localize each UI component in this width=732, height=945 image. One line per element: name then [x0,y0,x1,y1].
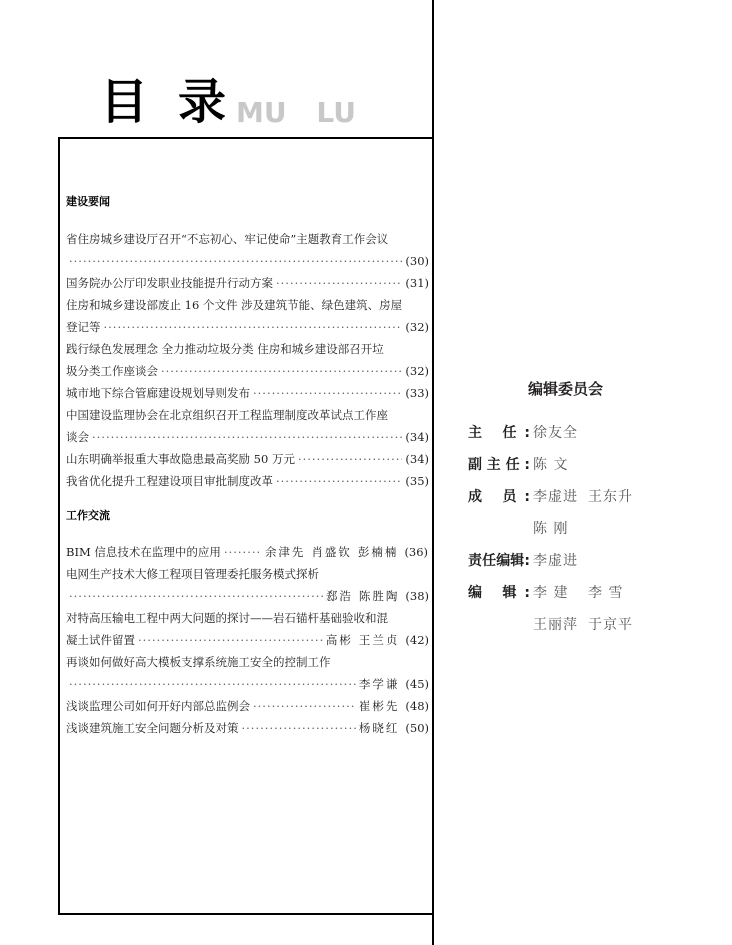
toc-entry-title: 谈会 [66,430,89,444]
toc-entry-title: BIM 信息技术在监理中的应用 [66,545,221,559]
leader-dots [298,448,402,470]
leader-dots [161,360,402,382]
toc-entry-page: (35) [405,474,429,488]
toc-entry-line [66,607,429,629]
toc-entry-line [66,272,429,294]
leader-dots [104,316,403,338]
toc-entry-page: (33) [405,386,429,400]
toc-entry[interactable] [66,470,429,492]
toc-entry[interactable] [66,272,429,294]
toc-entry-author: 高彬 [325,633,353,647]
toc-entry-page: (30) [405,254,429,268]
toc-entry-page: (34) [405,430,429,444]
toc-entry[interactable] [66,338,429,382]
leader-dots [276,470,402,492]
toc-entry-line [66,404,429,426]
toc-entry-author: 郄浩 [325,589,353,603]
leader-dots [69,585,323,607]
page-title: 目录 [100,74,257,130]
toc-entry-page: (31) [405,276,429,290]
person-name: 李 雪 [588,585,624,601]
vertical-divider [432,0,434,945]
toc-entry[interactable] [66,294,429,338]
leader-dots [69,673,356,695]
role-label: 责任编辑: [468,553,530,569]
toc-entry-page: (32) [405,364,429,378]
toc-entry-title: 浅谈建筑施工安全问题分析及对策 [66,721,239,735]
toc-entry-line [66,563,429,585]
toc-entry[interactable] [66,541,429,563]
toc-entry-author: 崔彬先 [358,699,400,713]
toc-entry-title: 我省优化提升工程建设项目审批制度改革 [66,474,273,488]
toc-entry[interactable] [66,607,429,651]
toc-entry-author: 李学谦 [358,677,400,691]
toc-section-heading: 工作交流 [66,509,110,522]
leader-dots [242,717,356,739]
toc-entry-line [66,629,429,651]
leader-dots [92,426,402,448]
toc-entry[interactable] [66,404,429,448]
editorial-board-title: 编辑委员会 [528,380,604,398]
toc-entry-line [66,426,429,448]
toc-entry-title: 省住房城乡建设厅召开“不忘初心、牢记使命”主题教育工作会议 [66,232,389,246]
leader-dots [224,541,262,563]
leader-dots [276,272,402,294]
person-name: 徐友全 [533,425,578,441]
role-members [468,486,530,508]
toc-entry[interactable] [66,382,429,404]
toc-entry-title: 再谈如何做好高大模板支撑系统施工安全的控制工作 [66,655,331,669]
toc-entry-title: 圾分类工作座谈会 [66,364,158,378]
toc-entry[interactable] [66,563,429,607]
toc-entry-author: 彭楠楠 [357,545,399,559]
toc-entry-line [66,651,429,673]
toc-entry-title: 山东明确举报重大事故隐患最高奖励 50 万元 [66,452,295,466]
toc-entry-title: 国务院办公厅印发职业技能提升行动方案 [66,276,273,290]
toc-entry-line [66,717,429,739]
toc-entry-line [66,294,429,316]
leader-dots [138,629,323,651]
person-name: 陈 刚 [533,521,569,537]
toc-entry-title: 浅谈监理公司如何开好内部总监例会 [66,699,250,713]
toc-entry-page: (45) [405,677,429,691]
toc-entry-author: 陈胜陶 [358,589,400,603]
person-name: 李虚进 [533,553,578,569]
toc-entry-author: 肖盛钦 [311,545,352,559]
toc-entry-line [66,695,429,717]
toc-entry-page: (38) [405,589,429,603]
toc-entry-title: 凝土试件留置 [66,633,135,647]
role-deputy-director [468,454,530,476]
toc-entry-line [66,228,429,250]
toc-entry-page: (34) [405,452,429,466]
role-label: 主 任: [468,425,530,441]
role-executive-editor [468,550,530,572]
leader-dots [253,382,402,404]
person-name: 王丽萍 [533,617,578,633]
toc-entry-line [66,316,429,338]
person-name: 李虚进 [533,489,578,505]
toc-entry-title: 对特高压输电工程中两大问题的探讨——岩石锚杆基础验收和混 [66,611,388,625]
toc-entry[interactable] [66,695,429,717]
toc-entry-page: (42) [405,633,429,647]
toc-entry-author: 杨晓红 [358,721,400,735]
toc-entry-line [66,541,429,563]
person-name: 于京平 [588,617,633,633]
toc-entry[interactable] [66,228,429,272]
toc-entry-line [66,382,429,404]
person-name: 李 建 [533,585,569,601]
leader-dots [69,250,402,272]
role-editors [468,582,530,604]
role-label: 成 员: [468,489,530,505]
toc-entry-title: 城市地下综合管廊建设规划导则发布 [66,386,250,400]
toc-entry[interactable] [66,717,429,739]
toc-entry-title: 践行绿色发展理念 全力推动垃圾分类 住房和城乡建设部召开垃 [66,342,384,356]
person-name: 王东升 [588,489,633,505]
toc-entry-title: 电网生产技术大修工程项目管理委托服务模式探析 [66,567,319,581]
toc-entry-line [66,360,429,382]
role-label: 副主任: [468,457,530,473]
toc-entry-line [66,470,429,492]
role-label: 编 辑: [468,585,530,601]
toc-entry[interactable] [66,651,429,695]
role-director [468,422,530,444]
toc-section-heading: 建设要闻 [66,195,110,208]
toc-entry-title: 住房和城乡建设部废止 16 个文件 涉及建筑节能、绿色建筑、房屋 [66,298,403,312]
toc-entry-author: 王兰贞 [358,633,400,647]
toc-entry-page: (36) [404,545,429,559]
leader-dots [253,695,356,717]
toc-entry-line [66,448,429,470]
page-title-pinyin: MU LU [236,96,356,129]
toc-entry-title: 登记等 [66,320,101,334]
toc-entry[interactable] [66,448,429,470]
toc-entry-page: (48) [405,699,429,713]
person-name: 陈 文 [533,457,569,473]
toc-entry-line [66,250,429,272]
toc-entry-author: 余津先 [264,545,306,559]
toc-entry-line [66,673,429,695]
toc-entry-line [66,585,429,607]
toc-entry-title: 中国建设监理协会在北京组织召开工程监理制度改革试点工作座 [66,408,388,422]
toc-entry-page: (50) [405,721,429,735]
toc-entry-page: (32) [405,320,429,334]
toc-entry-line [66,338,429,360]
